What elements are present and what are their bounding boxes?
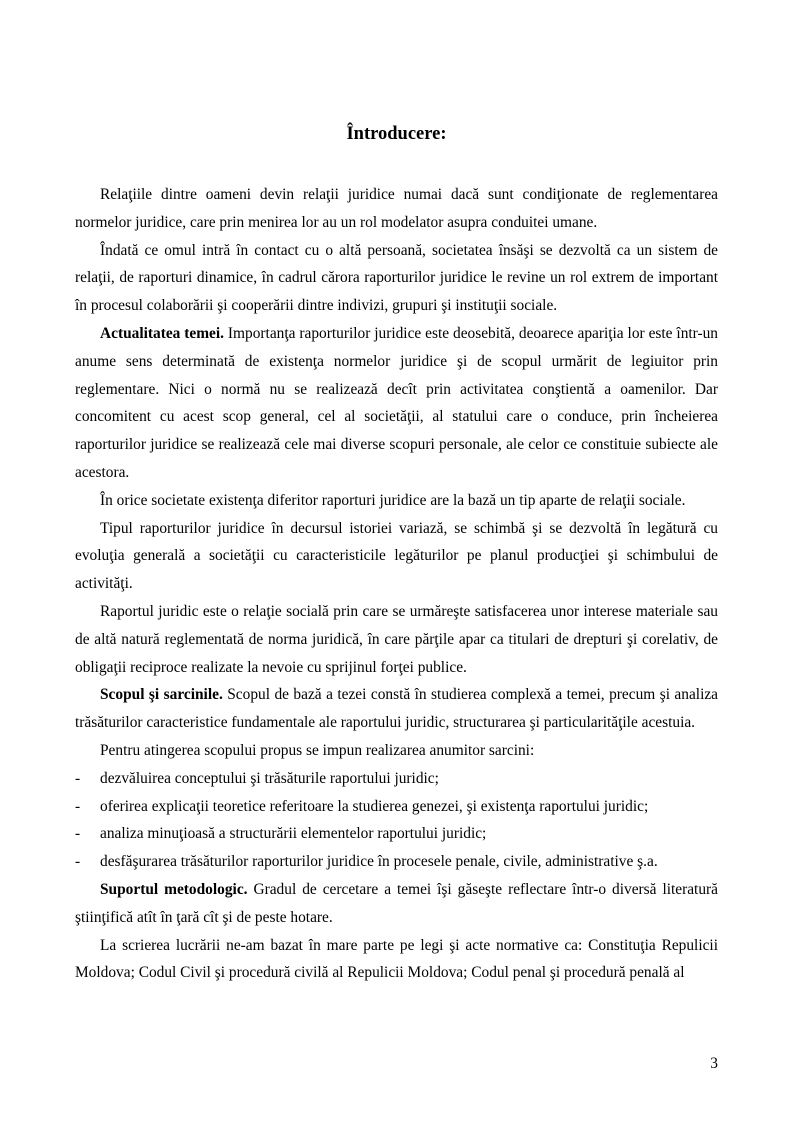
list-item [75, 848, 718, 876]
list-marker: - [75, 769, 81, 787]
paragraph-scopul-si-sarcinile [75, 681, 718, 737]
paragraph-6 [75, 598, 718, 681]
list-item [75, 793, 718, 821]
paragraph-actualitatea-temei [75, 320, 718, 487]
paragraph-suportul-metodologic [75, 876, 718, 932]
paragraph-2 [75, 237, 718, 320]
tasks-list [75, 765, 718, 876]
paragraph-1 [75, 181, 718, 237]
paragraph-5 [75, 515, 718, 598]
list-item-text: analiza minuţioasă a structurării elementelor raportului juridic; [100, 825, 487, 843]
paragraph-8 [75, 737, 718, 765]
paragraph-text: Relaţiile dintre oameni devin relaţii juridice numai dacă sunt condiţionate de reglementarea normelor juridice, care prin menirea lor au un rol modelator asupra conduitei umane. [75, 186, 718, 231]
paragraph-text: Tipul raporturilor juridice în decursul istoriei variază, se schimbă şi se dezvoltă în legătură cu evoluţia generală a societăţii cu caracteristicile legăturilor pe planul producţiei şi schimbului de activităţi. [75, 519, 718, 593]
paragraph-text: Pentru atingerea scopului propus se impun realizarea anumitor sarcini: [100, 741, 535, 759]
paragraph-lead: Actualitatea temei. [100, 324, 225, 342]
list-item [75, 765, 718, 793]
paragraph-lead: Scopul şi sarcinile. [100, 686, 223, 704]
body-text [75, 181, 718, 987]
paragraph-lead: Suportul metodologic. [100, 880, 248, 898]
list-marker: - [75, 797, 81, 815]
paragraph-text: Îndată ce omul intră în contact cu o altă persoană, societatea însăşi se dezvoltă ca un sistem de relaţii, de raporturi dinamice, în cadrul cărora raporturilor juridice le revine un rol extrem de important în procesul colaborării şi cooperării dintre indivizi, grupuri şi instituţii sociale. [75, 241, 718, 315]
page-title: Întroducere: [346, 124, 447, 144]
paragraph-text: La scrierea lucrării ne-am bazat în mare parte pe legi şi acte normative ca: Constituţia Repulicii Moldova; Codul Civil şi procedură civilă al Repulicii Moldova; Codul penal şi procedură penală al [75, 936, 718, 982]
list-item-text: desfăşurarea trăsăturilor raporturilor juridice în procesele penale, civile, administrative ş.a. [100, 853, 658, 871]
list-item-text: oferirea explicaţii teoretice referitoare la studierea genezei, şi existenţa raportului juridic; [100, 797, 649, 815]
list-marker: - [75, 853, 81, 871]
list-marker: - [75, 825, 81, 843]
list-item-text: dezvăluirea conceptului şi trăsăturile raportului juridic; [100, 769, 439, 787]
paragraph-text: Raportul juridic este o relaţie socială prin care se urmăreşte satisfacerea unor interese materiale sau de altă natură reglementată de norma juridică, în care părţile apar ca titulari de drepturi şi corelativ, de obligaţii reciproce realizate la nevoie cu sprijinul forţei publice. [75, 602, 718, 676]
paragraph-text: Importanţa raporturilor juridice este deosebită, deoarece apariţia lor este într-un anume sens determinată de existenţa normelor juridice şi de scopul urmărit de legiuitor prin reglementare. Nici o normă nu se realizează decît prin activitatea conştientă a oamenilor. Dar concomitent cu acest scop general, cel al societăţii, al statului care o conduce, prin încheierea raporturilor juridice se realizează cele mai diverse scopuri personale, ale celor ce constituie subiecte ale acestora. [75, 324, 718, 481]
paragraph-text: În orice societate existenţa diferitor raporturi juridice are la bază un tip aparte de relaţii sociale. [100, 491, 686, 509]
paragraph-last [75, 932, 718, 988]
paragraph-text: Gradul de cercetare a temei îşi găseşte reflectare într-o diversă literatură ştiinţifică atît în ţară cît şi de peste hotare. [75, 880, 718, 926]
paragraph-4 [75, 487, 718, 515]
page-number: 3 [710, 1055, 718, 1072]
list-item [75, 820, 718, 848]
paragraph-text: Scopul de bază a tezei constă în studierea complexă a temei, precum şi analiza trăsăturilor caracteristice fundamentale ale raportului juridic, structurarea şi particularităţile acestuia. [75, 686, 719, 732]
